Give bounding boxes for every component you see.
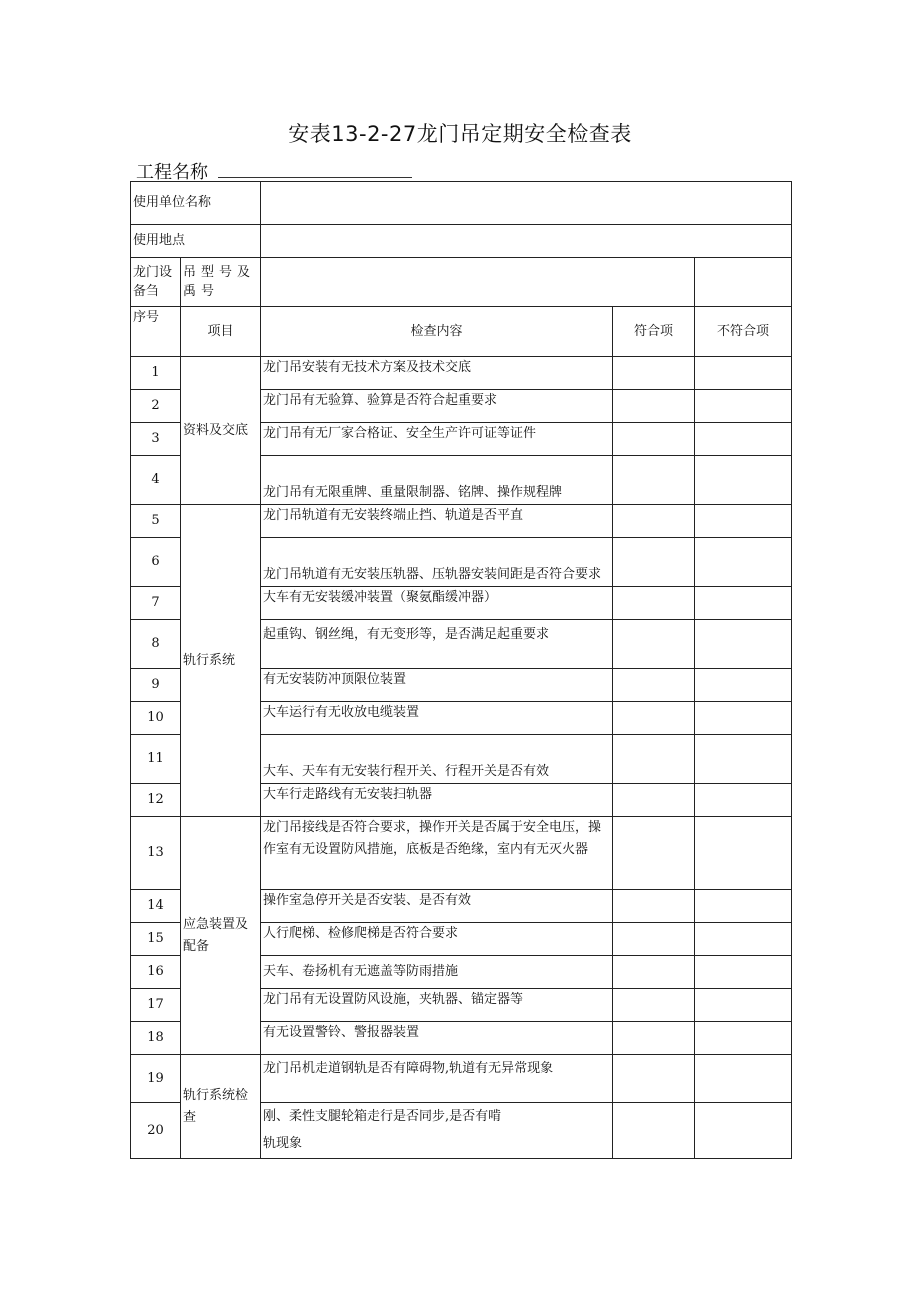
row-number: 14 <box>131 890 181 923</box>
row-number: 7 <box>131 587 181 620</box>
table-row <box>131 817 792 890</box>
row-content: 龙门吊轨道有无安装终端止挡、轨道是否平直 <box>261 505 613 538</box>
row-number: 19 <box>131 1055 181 1103</box>
pass-cell[interactable] <box>613 1055 695 1103</box>
fail-cell[interactable] <box>695 390 792 423</box>
row-content: 大车有无安装缓冲装置（聚氨酯缓冲器） <box>261 587 613 620</box>
row-number: 2 <box>131 390 181 423</box>
table-row <box>131 1055 792 1103</box>
fail-cell[interactable] <box>695 357 792 390</box>
row-number: 13 <box>131 817 181 890</box>
pass-cell[interactable] <box>613 956 695 989</box>
pass-cell[interactable] <box>613 538 695 587</box>
table-row <box>131 505 792 538</box>
pass-cell[interactable] <box>613 1103 695 1159</box>
pass-cell[interactable] <box>613 587 695 620</box>
row-content: 龙门吊接线是否符合要求，操作开关是否属于安全电压，操作室有无设置防风措施，底板是否绝缘，室内有无灭火器 <box>261 817 613 890</box>
category-cell: 轨行系统 <box>181 505 261 817</box>
row-number: 17 <box>131 989 181 1022</box>
model-label-b: 吊型号及禹号 <box>181 258 261 307</box>
location-label: 使用地点 <box>131 225 261 258</box>
header-fail: 不符合项 <box>695 307 792 357</box>
fail-cell[interactable] <box>695 505 792 538</box>
fail-cell[interactable] <box>695 956 792 989</box>
pass-cell[interactable] <box>613 702 695 735</box>
row-content: 龙门吊有无设置防风设施，夹轨器、锚定器等 <box>261 989 613 1022</box>
header-content: 检查内容 <box>261 307 613 357</box>
location-value[interactable] <box>261 225 792 258</box>
row-number: 11 <box>131 735 181 784</box>
row-number: 15 <box>131 923 181 956</box>
row-number: 16 <box>131 956 181 989</box>
row-content: 人行爬梯、检修爬梯是否符合要求 <box>261 923 613 956</box>
project-name-label: 工程名称 <box>136 162 208 183</box>
row-number: 4 <box>131 456 181 505</box>
unit-name-value[interactable] <box>261 182 792 225</box>
row-content: 大车运行有无收放电缆装置 <box>261 702 613 735</box>
fail-cell[interactable] <box>695 620 792 669</box>
fail-cell[interactable] <box>695 702 792 735</box>
row-number: 5 <box>131 505 181 538</box>
row-content: 操作室急停开关是否安装、是否有效 <box>261 890 613 923</box>
pass-cell[interactable] <box>613 620 695 669</box>
unit-name-label: 使用单位名称 <box>131 182 261 225</box>
pass-cell[interactable] <box>613 923 695 956</box>
fail-cell[interactable] <box>695 784 792 817</box>
project-name-field[interactable] <box>218 177 412 178</box>
pass-cell[interactable] <box>613 357 695 390</box>
page-title: 安表13-2-27龙门吊定期安全检查表 <box>288 122 632 146</box>
row-content: 龙门吊轨道有无安装压轨器、压轨器安装间距是否符合要求 <box>261 538 613 587</box>
row-content: 刚、柔性支腿轮箱走行是否同步,是否有啃轨现象 <box>261 1103 613 1159</box>
fail-cell[interactable] <box>695 1022 792 1055</box>
row-number: 20 <box>131 1103 181 1159</box>
row-content: 大车行走路线有无安装扫轨器 <box>261 784 613 817</box>
model-extra[interactable] <box>695 258 792 307</box>
pass-cell[interactable] <box>613 423 695 456</box>
fail-cell[interactable] <box>695 587 792 620</box>
row-content: 龙门吊有无限重牌、重量限制器、铭牌、操作规程牌 <box>261 456 613 505</box>
fail-cell[interactable] <box>695 735 792 784</box>
header-pass: 符合项 <box>613 307 695 357</box>
fail-cell[interactable] <box>695 1055 792 1103</box>
row-number: 18 <box>131 1022 181 1055</box>
row-content: 有无设置警铃、警报器装置 <box>261 1022 613 1055</box>
pass-cell[interactable] <box>613 890 695 923</box>
row-number: 9 <box>131 669 181 702</box>
fail-cell[interactable] <box>695 423 792 456</box>
model-value[interactable] <box>261 258 695 307</box>
fail-cell[interactable] <box>695 817 792 890</box>
row-number: 12 <box>131 784 181 817</box>
row-content: 大车、天车有无安装行程开关、行程开关是否有效 <box>261 735 613 784</box>
pass-cell[interactable] <box>613 456 695 505</box>
row-content: 龙门吊有无厂家合格证、安全生产许可证等证件 <box>261 423 613 456</box>
fail-cell[interactable] <box>695 1103 792 1159</box>
inspection-table <box>130 181 792 1159</box>
row-content: 龙门吊有无验算、验算是否符合起重要求 <box>261 390 613 423</box>
row-content: 有无安装防冲顶限位装置 <box>261 669 613 702</box>
row-content: 起重钩、钢丝绳，有无变形等，是否满足起重要求 <box>261 620 613 669</box>
pass-cell[interactable] <box>613 505 695 538</box>
row-content: 天车、卷扬机有无遮盖等防雨措施 <box>261 956 613 989</box>
row-number: 1 <box>131 357 181 390</box>
fail-cell[interactable] <box>695 989 792 1022</box>
row-number: 3 <box>131 423 181 456</box>
fail-cell[interactable] <box>695 890 792 923</box>
header-item: 项目 <box>181 307 261 357</box>
pass-cell[interactable] <box>613 735 695 784</box>
header-seq: 序号 <box>131 307 181 357</box>
row-number: 10 <box>131 702 181 735</box>
pass-cell[interactable] <box>613 989 695 1022</box>
model-label-a: 龙门设备刍 <box>131 258 181 307</box>
table-row <box>131 357 792 390</box>
category-cell: 应急装置及配备 <box>181 817 261 1055</box>
fail-cell[interactable] <box>695 456 792 505</box>
pass-cell[interactable] <box>613 669 695 702</box>
pass-cell[interactable] <box>613 784 695 817</box>
pass-cell[interactable] <box>613 817 695 890</box>
fail-cell[interactable] <box>695 923 792 956</box>
pass-cell[interactable] <box>613 1022 695 1055</box>
row-number: 6 <box>131 538 181 587</box>
row-content: 龙门吊机走道钢轨是否有障碍物,轨道有无异常现象 <box>261 1055 613 1103</box>
category-cell: 资料及交底 <box>181 357 261 505</box>
row-number: 8 <box>131 620 181 669</box>
fail-cell[interactable] <box>695 538 792 587</box>
category-cell: 轨行系统检查 <box>181 1055 261 1159</box>
row-content: 龙门吊安装有无技术方案及技术交底 <box>261 357 613 390</box>
pass-cell[interactable] <box>613 390 695 423</box>
fail-cell[interactable] <box>695 669 792 702</box>
